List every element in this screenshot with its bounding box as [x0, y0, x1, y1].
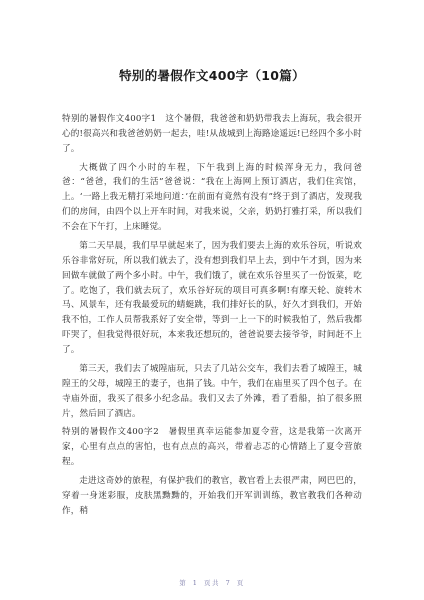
paragraph: 第三天，我们去了城隍庙玩，只去了几站公交车，我们去看了城隍王，城隍王的父母，城隍王的妻子，也捐了钱。中午，我们在庙里买了四个包子。在寺庙外面，我买了很多小纪念品。我们又去了外滩，看了看船，拍了很多照片，然后回了酒店。	[62, 363, 362, 419]
document-title: 特别的暑假作文400字（10篇）	[119, 68, 305, 83]
footer-label-page: 第	[179, 579, 188, 587]
paragraph: 特别的暑假作文400字2 暑假里真幸运能参加夏令营，这是我第一次离开家，心里有点点的害怕，也有点点的高兴，带着忐忑的心情踏上了夏令营旅程。	[62, 427, 362, 468]
paragraph: 大概做了四个小时的车程，下午我到上海的时候浑身无力，我问爸爸：“爸爸，我们的生活”爸爸说：“我在上海网上预订酒店，我们住宾馆，上。‘一路上我无精打采地问道：’在前面有竟然有没有”终于到了酒店，发现我们的房间，由四个以上开车时间，对我来说，父亲，奶奶打雅打采，所以我们不会在下午打，上床睡觉。	[62, 162, 362, 233]
page-footer	[0, 578, 424, 587]
current-page-number: 1	[192, 579, 199, 587]
paragraph: 第二天早晨，我们早早就起来了，因为我们要去上海的欢乐谷玩，听说欢乐谷非常好玩，所以我们就去了，没有想到我们早上去，到中午才到，因为来回做车就做了两个多小时。中午，我们饿了，就在欢乐谷里买了一份饭菜，吃了。吃饱了，我们就去玩了，欢乐谷好玩的项目可真多啊!有摩天轮、旋转木马、风景车，还有我最爱玩的蜻蜓跳，我们排好长的队，好久才到我们，开始我不怕，工作人员帮我系好了安全带，等到一上一下的时候我怕了，然后我都吓哭了，但我觉得很好玩，本来我还想玩的，爸爸说要去接爷爷，时间赶不上了。	[62, 240, 362, 356]
document-body	[62, 112, 362, 522]
footer-label-suffix: 页	[236, 579, 245, 587]
paragraph: 走进这奇妙的旅程，有保护我们的教官，教官看上去很严肃，网巴巴的，穿着一身迷彩服，皮肤黑黝黝的，开始我们开军训训练，教官教我们各种动作，稍	[62, 475, 362, 516]
footer-label-total: 页共	[204, 579, 220, 587]
total-pages-number: 7	[225, 579, 232, 587]
paragraph: 特别的暑假作文400字1 这个暑假，我爸爸和奶奶带我去上海玩，我会很开心的!很高兴和我爸爸奶奶一起去，哇!从战城到上海路途遥远!已经四个多小时了。	[62, 114, 362, 154]
